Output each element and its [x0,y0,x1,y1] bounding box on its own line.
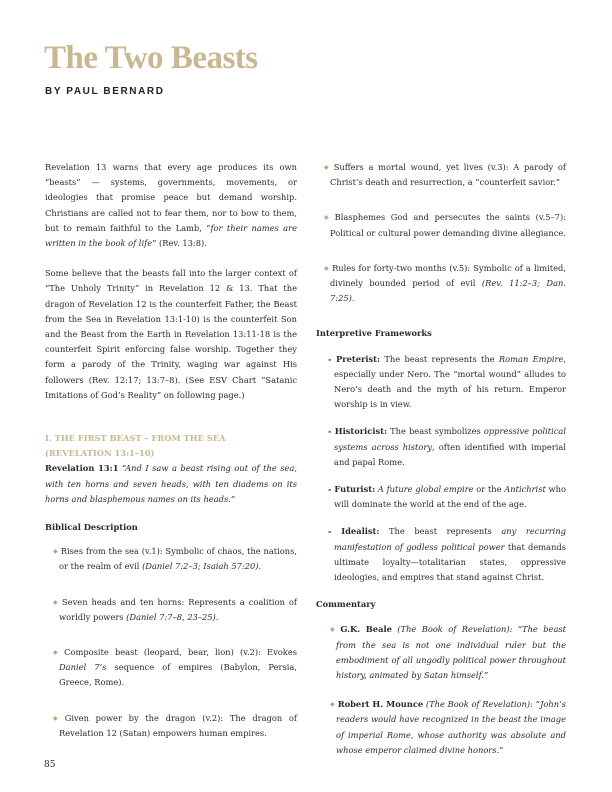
intro-paragraph: Revelation 13 warns that every age produces its own “beasts” — systems, governments, movements, or ideologies that promise peace but demand worship. Christians are called not to fear them, nor to bow to them, but to remain faithful to the Lamb, “for their names are written in the book of life” (Rev. 13:8). [45,162,298,249]
list-item: ◆ Blasphemes God and persecutes the saints (v.5–7): Political or cultural power demanding divine allegiance. [324,212,566,238]
diamond-bullet-icon: ◆ [330,701,335,709]
diamond-bullet-icon: ◆ [324,214,332,222]
diamond-bullet-icon: ◆ [53,649,62,657]
list-item: ◆ Rules for forty-two months (v.5): Symbolic of a limited, divinely bounded period of evil (Rev. 11:2–3; Dan. 7:25). [324,262,566,304]
diamond-bullet-icon: ◆ [53,598,59,606]
section-heading: I. THE FIRST BEAST – FROM THE SEA (REVELATION 13:1–10) [45,433,226,459]
framework-historicist: - Historicist: The beast symbolizes oppressive political systems across history, often identified with imperial and papal Rome. [328,426,567,467]
context-paragraph: Some believe that the beasts fall into the larger context of “The Unholy Trinity” in Revelation 12 & 13. That the dragon of Revelation 12 is the counterfeit Father, the Beast from the Sea in Revelation 13:1-10) is the counterfeit Son and the Beast from the Earth in Revelation 13:11-18 is the counterfeit Spirit enforcing false worship. Together they form a parody of the Trinity, waging war against His followers (Rev. 12:17; 13:7–8). (See ESV Chart “Satanic Imitations of God’s Reality” on following page.) [45,268,297,400]
verse-quote: Revelation 13:1 “And I saw a beast rising out of the sea, with ten horns and seven heads, with ten diadems on its horns and blasphemous names on its heads.” [45,463,297,504]
right-column [316,160,566,772]
list-item: ◆ Rises from the sea (v.1): Symbolic of chaos, the nations, or the realm of evil (Daniel 7:2–3; Isaiah 57:20). [53,546,297,572]
byline: BY PAUL BERNARD [45,86,165,97]
framework-preterist: - Preterist: The beast represents the Roman Empire, especially under Nero. The “mortal wound” alludes to Nero’s death and the myth of his return. Emperor worship is in view. [328,353,566,410]
list-item: ◆ Seven heads and ten horns: Represents a coalition of worldly powers (Daniel 7:7–8, 23–25). [53,596,297,622]
biblical-description-heading: Biblical Description [45,522,138,533]
page-title: The Two Beasts [44,40,258,76]
list-item: ◆ Suffers a mortal wound, yet lives (v.3): A parody of Christ’s death and resurrection, a “counterfeit savior.” [324,162,566,188]
framework-idealist: - Idealist: The beast represents any recurring manifestation of godless political power that demands ultimate loyalty—totalitarian states, oppressive ideologies, and empires that stand against Christ. [328,526,566,583]
commentary-beale: ◆ G.K. Beale (The Book of Revelation): “The beast from the sea is not one individual ruler but the embodiment of all ungodly political power throughout history, animated by Satan himself.” [330,624,566,681]
commentary-heading: Commentary [316,599,376,610]
diamond-bullet-icon: ◆ [53,548,58,556]
diamond-bullet-icon: ◆ [324,164,331,171]
diamond-bullet-icon: ◆ [330,626,338,634]
diamond-bullet-icon: ◆ [324,264,330,272]
commentary-mounce: ◆ Robert H. Mounce (The Book of Revelation): “John’s readers would have recognized in the beast the image of imperial Rome, whose authority was absolute and whose emperor claimed divine honors.” [330,699,566,755]
framework-futurist: - Futurist: A future global empire or the Antichrist who will dominate the world at the end of the age. [328,484,566,510]
list-item: ◆ Given power by the dragon (v.2): The dragon of Revelation 12 (Satan) empowers human empires. [53,712,297,738]
list-item: ◆ Composite beast (leopard, bear, lion) (v.2): Evokes Daniel 7’s sequence of empires (Babylon, Persia, Greece, Rome). [53,647,297,688]
frameworks-heading: Interpretive Frameworks [316,328,432,339]
page-number: 85 [44,760,56,770]
left-column [45,160,297,761]
diamond-bullet-icon: ◆ [53,714,62,722]
